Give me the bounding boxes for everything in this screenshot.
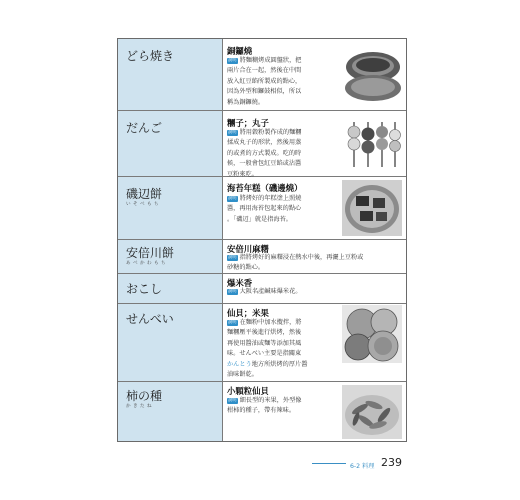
description-text: 地方所烘烤的厚片醬 油味餅乾。 [227,360,308,379]
description-text: 將烤好的年糕塗上照燒 醬，再用海苔包起來的點心 。「磯辺」就是指海苔。 [227,195,302,223]
explanation-tag: 說明 [228,398,237,403]
term: 柿の種 [126,389,163,403]
description-text: 在麵粉中加水攪拌，將 麵糰壓平後進行烘烤，然後 再使用醬油或麵等添加其風 味。せんべい主要是指關東 [227,319,302,358]
entry-heading: 海苔年糕（磯邊燒） [227,183,303,193]
explanation-tag: 說明 [228,289,237,294]
kakinotane-photo [342,385,402,439]
entry-heading: 銅鑼燒 [227,46,253,56]
entry-heading: 糰子；丸子 [227,118,269,128]
row-divider [118,239,406,240]
row-divider [118,110,406,111]
explanation-tag: 說明 [228,196,237,201]
row-divider [118,381,406,382]
term: 安倍川餅 [126,246,175,260]
glossary-table [117,38,407,442]
term-reading: あべかわもち [126,261,168,266]
entry-description [227,287,407,297]
entry-heading: 仙貝；米果 [227,308,269,318]
explanation-tag: 說明 [228,255,237,260]
entry-heading: 小顆粒仙貝 [227,386,269,396]
entry-description [227,318,339,380]
term-reading: かきたね [126,404,154,409]
description-text: 將麵糊烤成圓盤狀，把 兩片合在一起，然後在中間 放入紅豆餡所製成的點心， 因為外型和鑼鼓相似，所以 稱為銅鑼燒。 [227,57,302,106]
entry-description [227,56,339,108]
isobemochi-photo [342,180,402,236]
entry-heading: 安倍川麻糬 [227,244,269,254]
description-text: 細長型的米果，外型像 柑柿的種子，帶有辣味。 [227,397,302,415]
entry-description [227,194,339,225]
page-number: 239 [381,456,402,469]
description-text: 將用穀粉製作成的麵糰 揉成丸子的形狀，然後用蒸 的或煮的方式製成。吃的時 候，一般會包紅豆餡或沾醬 豆粉來吃。 [227,129,302,178]
explanation-tag: 說明 [228,320,237,325]
explanation-tag: 說明 [228,130,237,135]
term: 磯辺餅 [126,187,163,201]
footer-rule [312,463,346,464]
entry-description [227,253,407,274]
entry-description [227,396,339,417]
term: どら焼き [126,49,175,63]
entry-description [227,128,339,180]
dango-photo [342,117,402,173]
reading-highlight: かんとう [227,360,252,368]
row-divider [118,303,406,304]
description-text: 大阪名產鹹味爆米花。 [239,288,302,295]
term: だんご [126,121,163,135]
explanation-tag: 說明 [228,58,237,63]
entry-heading: 爆米香 [227,278,253,288]
term: おこし [126,282,163,296]
section-label: 6-2 料理 [350,463,375,470]
description-text: 指將烤好的麻糬浸在熱水中後，再灑上豆粉或 砂糖的點心。 [227,254,364,272]
term: せんべい [126,312,174,326]
dorayaki-photo [342,45,402,105]
term-reading: いそべもち [126,202,161,207]
senbei-photo [342,305,402,363]
